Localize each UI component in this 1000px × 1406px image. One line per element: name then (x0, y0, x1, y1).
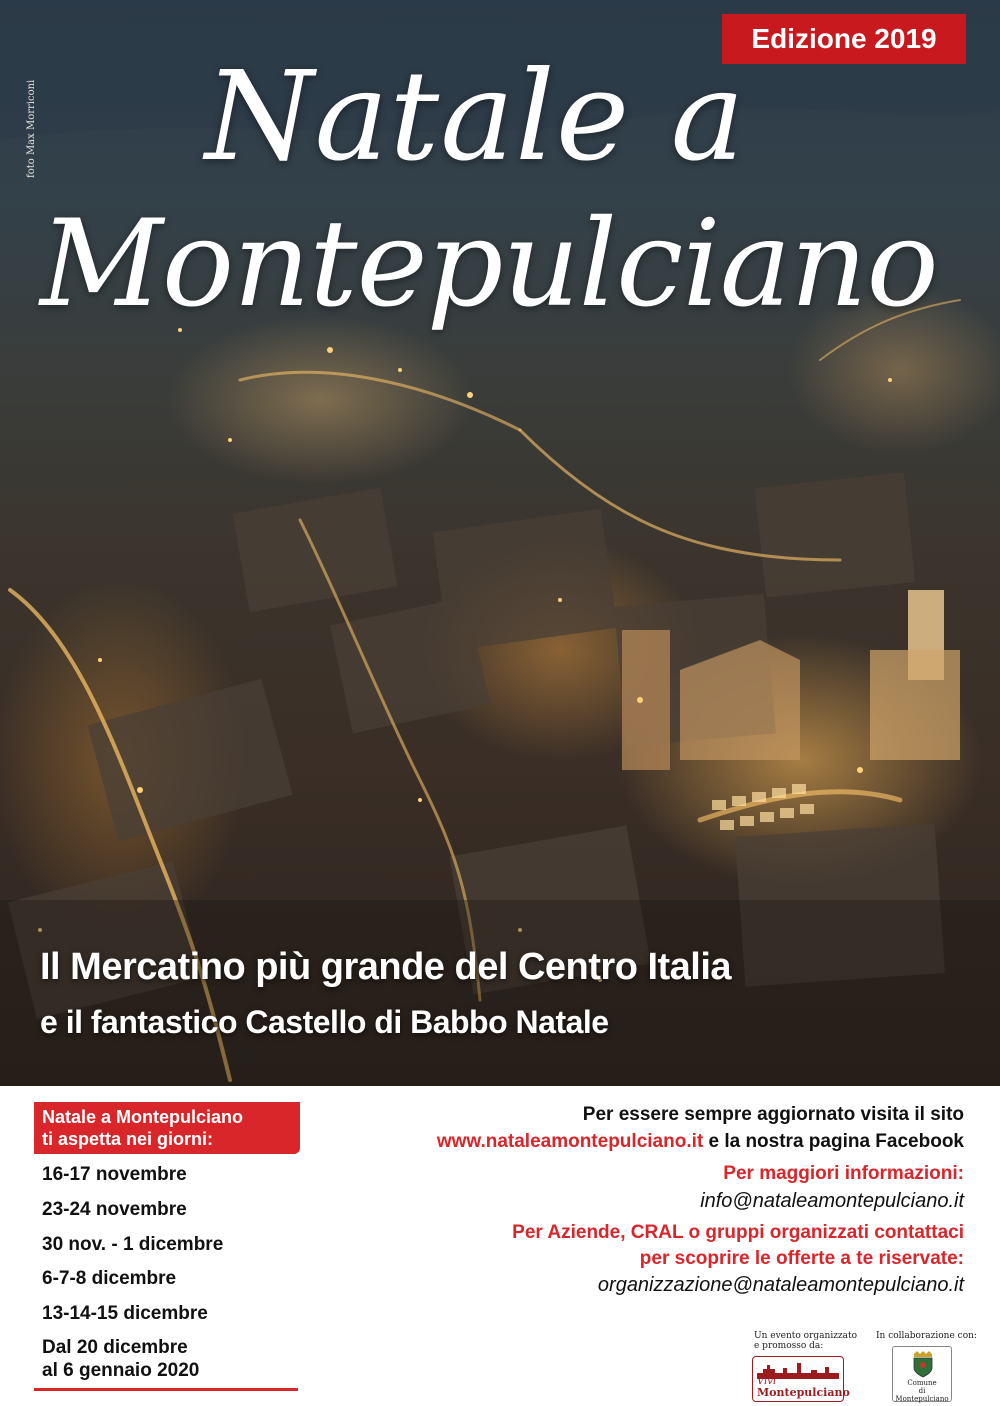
partner-caption: In collaborazione con: (876, 1331, 977, 1341)
poster-title-line2: Montepulciano (40, 195, 938, 334)
organizer-name-line2: Montepulciano (757, 1386, 850, 1399)
more-info-label: Per maggiori informazioni: (723, 1163, 964, 1184)
groups-line1: Per Aziende, CRAL o gruppi organizzati contattaci (512, 1222, 964, 1243)
visit-line2 (437, 1131, 964, 1153)
edition-badge: Edizione 2019 (722, 14, 966, 64)
dates-header (34, 1102, 300, 1154)
date-final-line2: al 6 gennaio 2020 (42, 1360, 200, 1381)
subtitle-line2: e il fantastico Castello di Babbo Natale (40, 1004, 609, 1040)
facebook-text: e la nostra pagina Facebook (703, 1131, 964, 1152)
poster-title-line1: Natale a (205, 45, 746, 189)
photo-credit: foto Max Morriconi (26, 79, 37, 178)
subtitle-line1: Il Mercatino più grande del Centro Italia (40, 946, 732, 988)
date-item: 13-14-15 dicembre (42, 1303, 208, 1324)
groups-email-link[interactable]: organizzazione@nataleamontepulciano.it (597, 1274, 964, 1296)
dates-divider (34, 1388, 298, 1391)
vivi-montepulciano-logo (752, 1356, 850, 1402)
visit-line1: Per essere sempre aggiornato visita il sito (582, 1104, 964, 1125)
coat-of-arms-icon (911, 1350, 935, 1378)
groups-line2: per scoprire le offerte a te riservate: (639, 1248, 964, 1269)
date-item: 23-24 novembre (42, 1199, 187, 1220)
dates-header-line2: ti aspetta nei giorni: (42, 1129, 214, 1149)
date-item: 6-7-8 dicembre (42, 1268, 177, 1289)
date-final-line1: Dal 20 dicembre (42, 1337, 188, 1358)
date-item: 16-17 novembre (42, 1164, 187, 1185)
dates-header-line1: Natale a Montepulciano (42, 1107, 244, 1127)
partner-name: Comune di Montepulciano (895, 1379, 949, 1403)
comune-logo (892, 1346, 952, 1402)
website-link[interactable]: www.nataleamontepulciano.it (436, 1131, 704, 1152)
date-final (42, 1336, 199, 1382)
organizer-caption: Un evento organizzato e promosso da: (754, 1331, 858, 1351)
date-item: 30 nov. - 1 dicembre (42, 1234, 224, 1255)
organizer-name-line1: Vivi (757, 1376, 777, 1387)
info-email-link[interactable]: info@nataleamontepulciano.it (700, 1190, 964, 1212)
